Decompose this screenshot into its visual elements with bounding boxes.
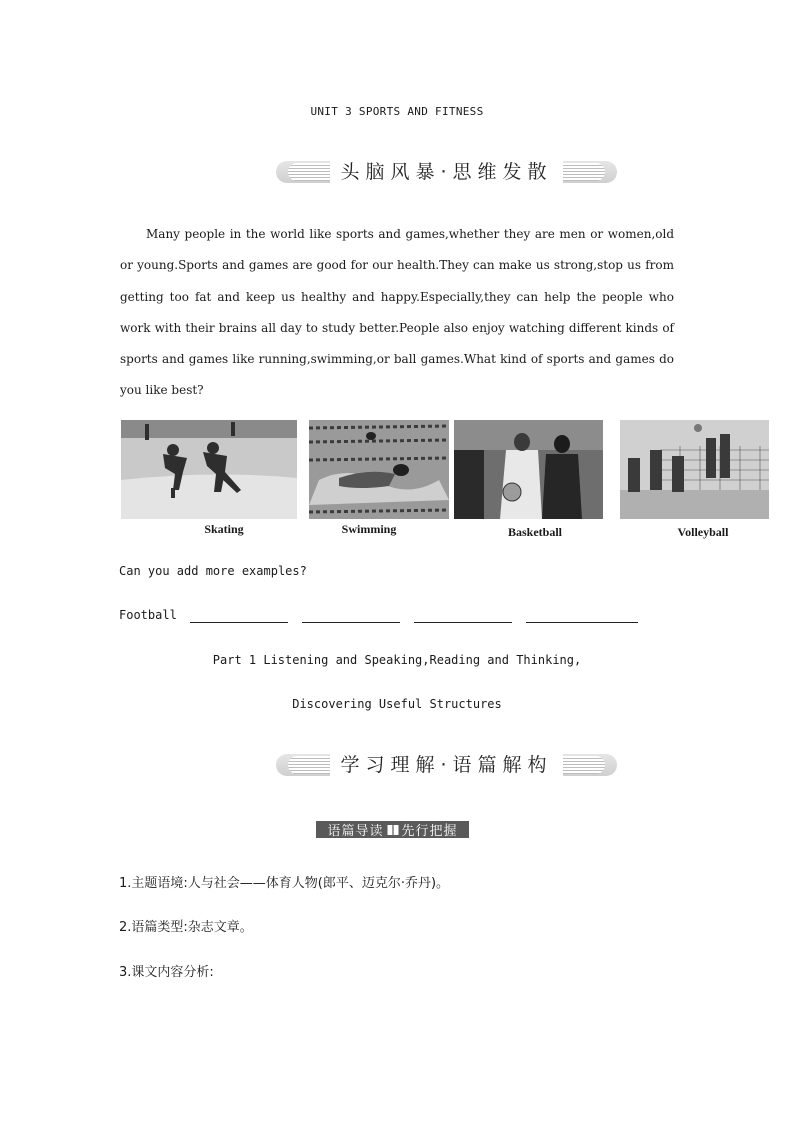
banner-label: 学习理解·语篇解构 [330,752,562,778]
photo-caption-volleyball: Volleyball [677,525,729,539]
reading-guide-tag [316,821,469,838]
section-banner-understanding [276,752,617,778]
basketball-photo [454,420,603,519]
answer-first-word: Football [119,608,177,622]
answer-blank-2[interactable] [302,622,400,623]
banner-label: 头脑风暴·思维发散 [330,159,562,185]
section-banner-brainstorm [276,159,617,185]
answer-blank-4[interactable] [526,622,638,623]
photo-caption-swimming: Swimming [341,522,397,536]
part-title-line2: Discovering Useful Structures [292,697,502,711]
examples-question: Can you add more examples? [119,564,307,578]
photo-caption-basketball: Basketball [507,525,562,539]
swimming-photo [309,420,449,519]
photo-caption-skating: Skating [204,522,244,536]
part-title-line1: Part 1 Listening and Speaking,Reading and Thinking, [212,653,582,667]
book-icon [387,824,399,836]
unit-title: UNIT 3 SPORTS AND FITNESS [310,105,484,118]
point-content-analysis: 3.课文内容分析: [119,965,214,980]
point-topic-context: 1.主题语境:人与社会——体育人物(郎平、迈克尔·乔丹)。 [119,876,450,891]
tag-right-label: 先行把握 [401,824,458,839]
tag-left-label: 语篇导读 [327,824,384,839]
volleyball-photo [620,420,769,519]
intro-text: Many people in the world like sports and games,whether they are men or women,old or young.Sports and games are good for our health.They can make us strong,stop us from getting too fat and keep us healthy and happy.Especially,they can help the people who work with their brains all day to study better.People also enjoy watching different kinds of sports and games like running,swimming,or ball games.What kind of sports and games do you like best? [120,227,674,398]
point-text-type: 2.语篇类型:杂志文章。 [119,920,253,935]
skating-photo [121,420,297,519]
answer-blank-3[interactable] [414,622,512,623]
answer-blank-1[interactable] [190,622,288,623]
intro-paragraph [120,219,674,407]
